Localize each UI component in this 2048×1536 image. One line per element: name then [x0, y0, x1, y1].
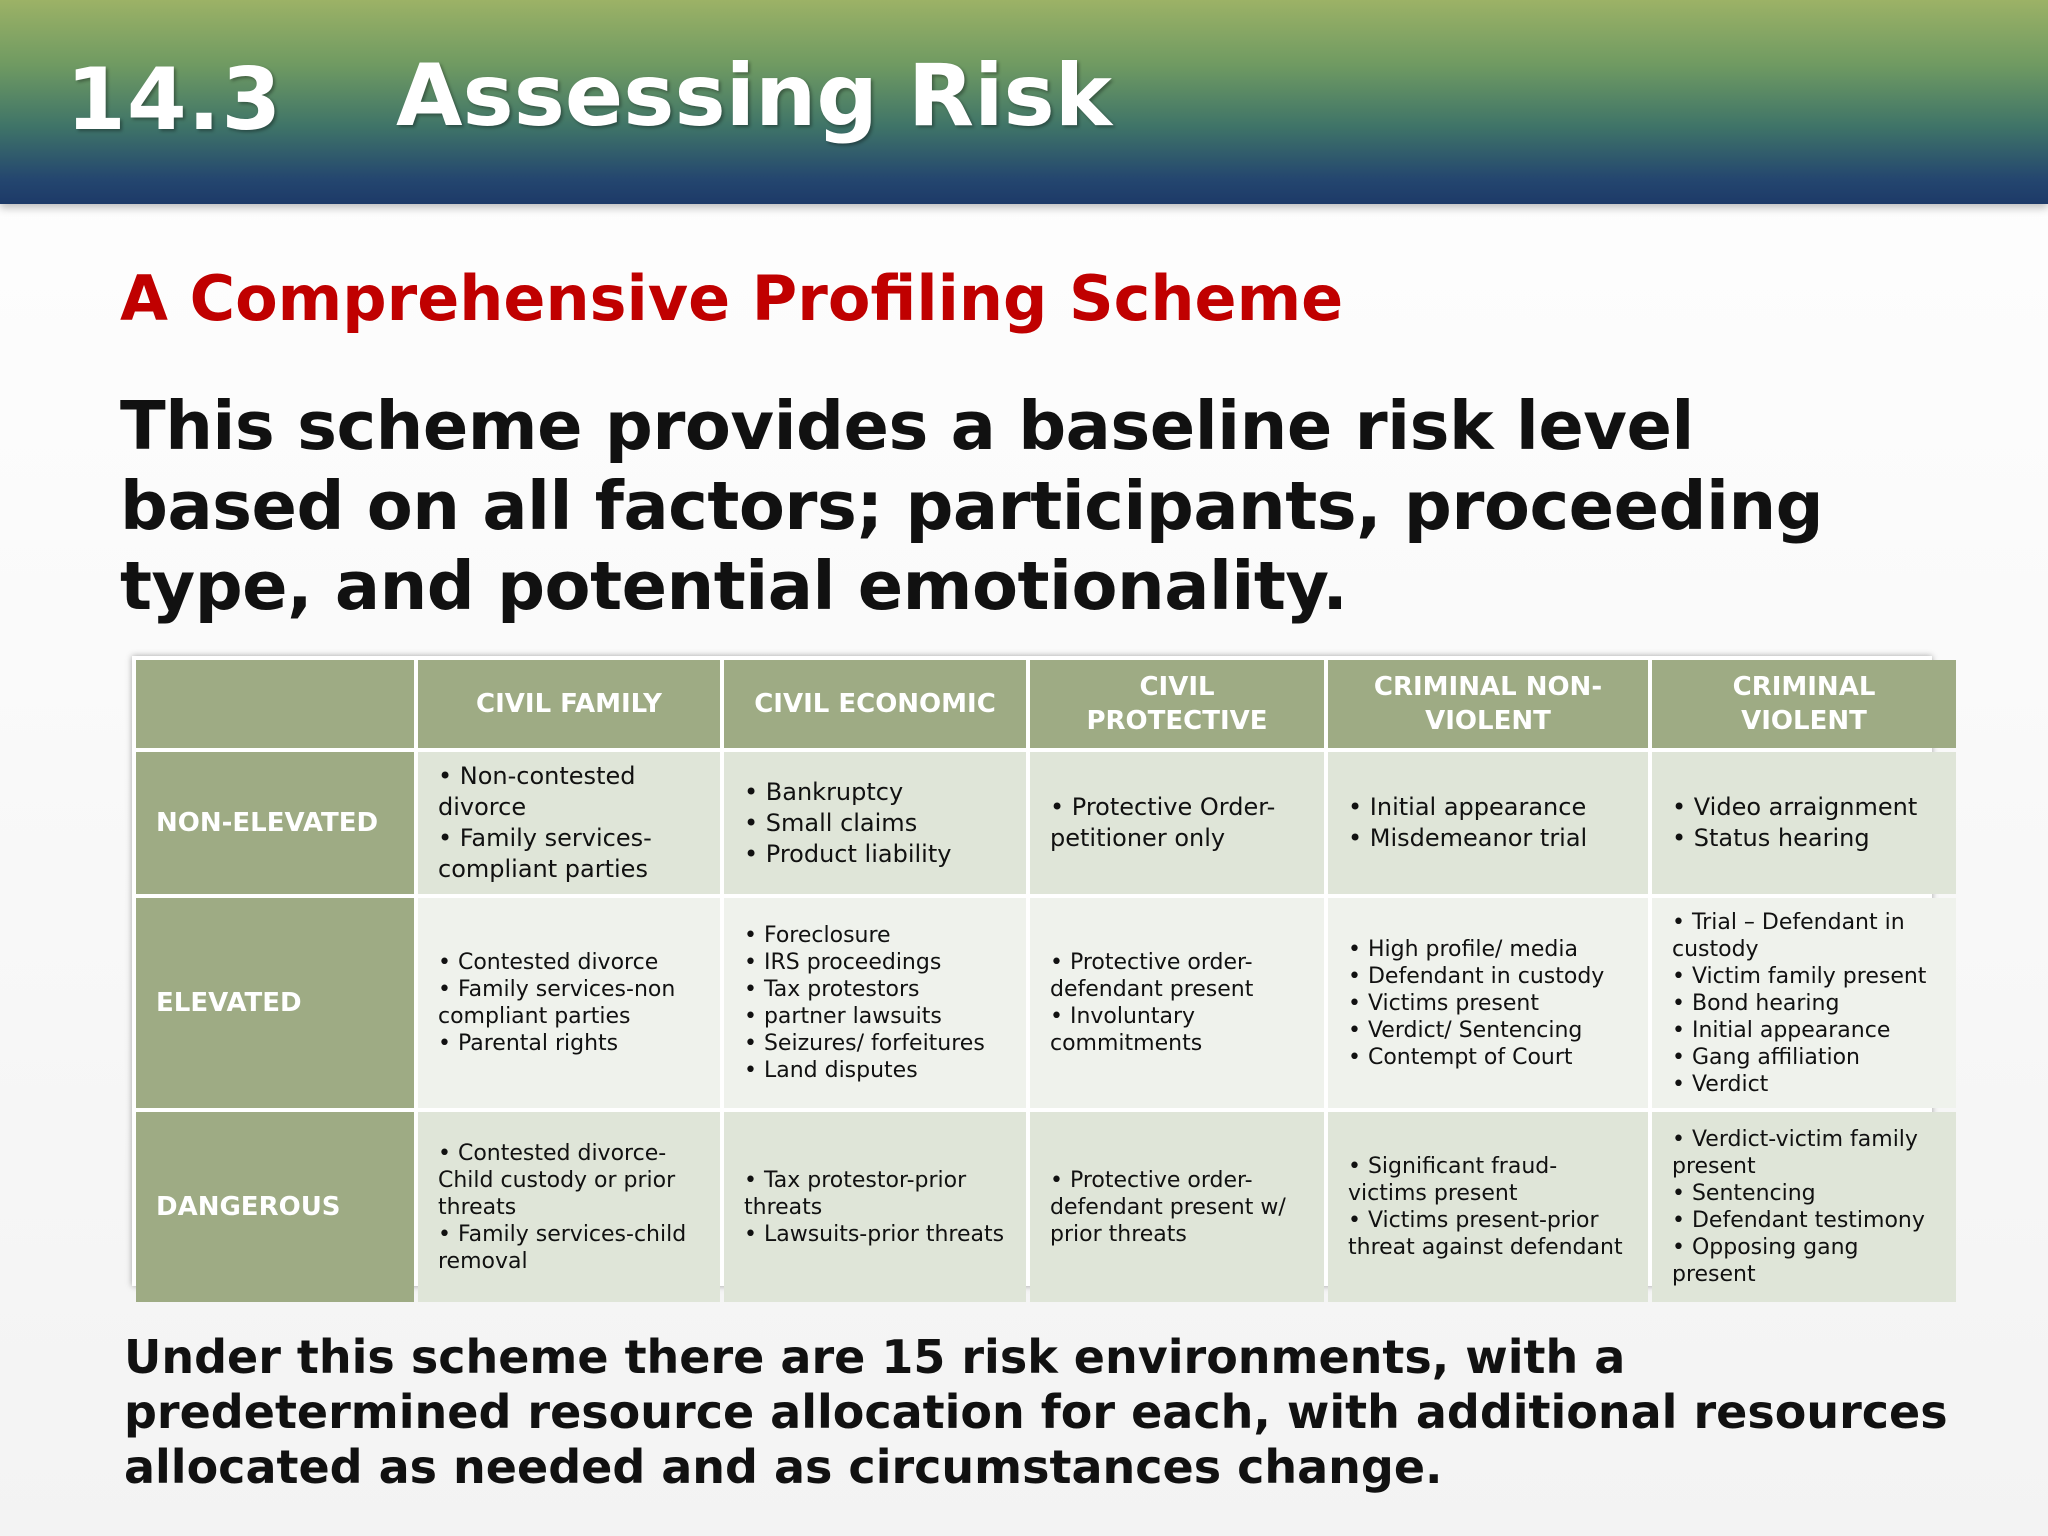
- cell-bullet: • Verdict: [1672, 1071, 1769, 1097]
- cell-bullet: • Initial appearance: [1348, 793, 1587, 821]
- cell-bullet: • partner lawsuits: [744, 1004, 942, 1029]
- cell-bullet: • Foreclosure: [744, 923, 891, 948]
- table-cell: [1652, 1112, 1956, 1302]
- cell-bullet: • Verdict-victim family present: [1672, 1127, 1925, 1179]
- cell-bullet: • Gang affiliation: [1672, 1044, 1860, 1070]
- risk-profile-table: [132, 656, 1932, 1286]
- table-cell: [1652, 752, 1956, 894]
- column-header-criminal-non-violent: CRIMINAL NON-VIOLENT: [1328, 660, 1648, 748]
- cell-bullet: • Opposing gang present: [1672, 1235, 1866, 1287]
- cell-bullet: • Tax protestor-prior threats: [744, 1167, 974, 1220]
- row-label-non-elevated: NON-ELEVATED: [136, 752, 414, 894]
- cell-bullet: • Product liability: [744, 839, 952, 868]
- cell-bullet: • Involuntary commitments: [1050, 1004, 1203, 1056]
- table-cell: [1030, 898, 1324, 1108]
- table-corner-header: [136, 660, 414, 748]
- cell-bullet: • Small claims: [744, 808, 918, 837]
- cell-bullet: • Status hearing: [1672, 824, 1870, 852]
- cell-bullet: • Contested divorce: [438, 950, 659, 975]
- slide-title: Assessing Risk: [396, 46, 1112, 146]
- table-cell: [418, 752, 720, 894]
- cell-bullet: • Bond hearing: [1672, 990, 1840, 1016]
- intro-paragraph: This scheme provides a baseline risk level based on all factors; participants, proceeding type, and potential emotionality.: [120, 387, 1824, 625]
- table-cell: [1328, 752, 1648, 894]
- table-cell: [418, 898, 720, 1108]
- column-header-civil-family: CIVIL FAMILY: [418, 660, 720, 748]
- cell-bullet: • Contempt of Court: [1348, 1044, 1573, 1070]
- cell-bullet: • Parental rights: [438, 1031, 619, 1056]
- table-cell: [418, 1112, 720, 1302]
- table-cell: [724, 898, 1026, 1108]
- cell-bullet: • Trial – Defendant in custody: [1672, 909, 1912, 962]
- cell-bullet: • Significant fraud-victims present: [1348, 1154, 1558, 1206]
- footer-paragraph: Under this scheme there are 15 risk environments, with a predetermined resource allocation for each, with additional resources allocated as needed and as circumstances change.: [124, 1330, 1948, 1494]
- slide-subtitle: A Comprehensive Profiling Scheme: [120, 262, 1344, 335]
- cell-bullet: • Protective order-defendant present: [1050, 950, 1254, 1002]
- table-cell: [1652, 898, 1956, 1108]
- cell-bullet: • Tax protestors: [744, 977, 920, 1002]
- cell-bullet: • High profile/ media: [1348, 936, 1578, 962]
- cell-bullet: • Seizures/ forfeitures: [744, 1031, 985, 1056]
- cell-bullet: • Victim family present: [1672, 963, 1927, 989]
- cell-bullet: • Land disputes: [744, 1058, 918, 1083]
- table-cell: [1328, 898, 1648, 1108]
- title-banner: [0, 0, 2048, 204]
- cell-bullet: • Non-contested divorce: [438, 762, 644, 821]
- column-header-civil-economic: CIVIL ECONOMIC: [724, 660, 1026, 748]
- column-header-civil-protective: CIVIL PROTECTIVE: [1030, 660, 1324, 748]
- cell-bullet: • Initial appearance: [1672, 1017, 1891, 1043]
- table-cell: [1328, 1112, 1648, 1302]
- cell-bullet: • Defendant in custody: [1348, 963, 1605, 989]
- cell-bullet: • Family services-non compliant parties: [438, 977, 683, 1029]
- cell-bullet: • IRS proceedings: [744, 950, 942, 975]
- table-cell: [1030, 1112, 1324, 1302]
- cell-bullet: • Protective Order-petitioner only: [1050, 793, 1276, 852]
- row-label-dangerous: DANGEROUS: [136, 1112, 414, 1302]
- cell-bullet: • Bankruptcy: [744, 777, 904, 806]
- table-cell: [1030, 752, 1324, 894]
- cell-bullet: • Protective order-defendant present w/ prior threats: [1050, 1167, 1293, 1247]
- cell-bullet: • Family services-child removal: [438, 1221, 694, 1274]
- cell-bullet: • Sentencing: [1672, 1181, 1816, 1206]
- cell-bullet: • Video arraignment: [1672, 793, 1918, 821]
- cell-bullet: • Contested divorce-Child custody or prior threats: [438, 1140, 683, 1220]
- section-number: 14.3: [66, 50, 283, 150]
- cell-bullet: • Verdict/ Sentencing: [1348, 1017, 1583, 1043]
- cell-bullet: • Family services-compliant parties: [438, 824, 652, 883]
- table-cell: [724, 1112, 1026, 1302]
- cell-bullet: • Defendant testimony: [1672, 1208, 1925, 1233]
- table-cell: [724, 752, 1026, 894]
- cell-bullet: • Victims present-prior threat against defendant: [1348, 1208, 1623, 1260]
- cell-bullet: • Misdemeanor trial: [1348, 824, 1588, 852]
- cell-bullet: • Victims present: [1348, 990, 1539, 1016]
- column-header-criminal-violent: CRIMINAL VIOLENT: [1652, 660, 1956, 748]
- row-label-elevated: ELEVATED: [136, 898, 414, 1108]
- cell-bullet: • Lawsuits-prior threats: [744, 1221, 1005, 1247]
